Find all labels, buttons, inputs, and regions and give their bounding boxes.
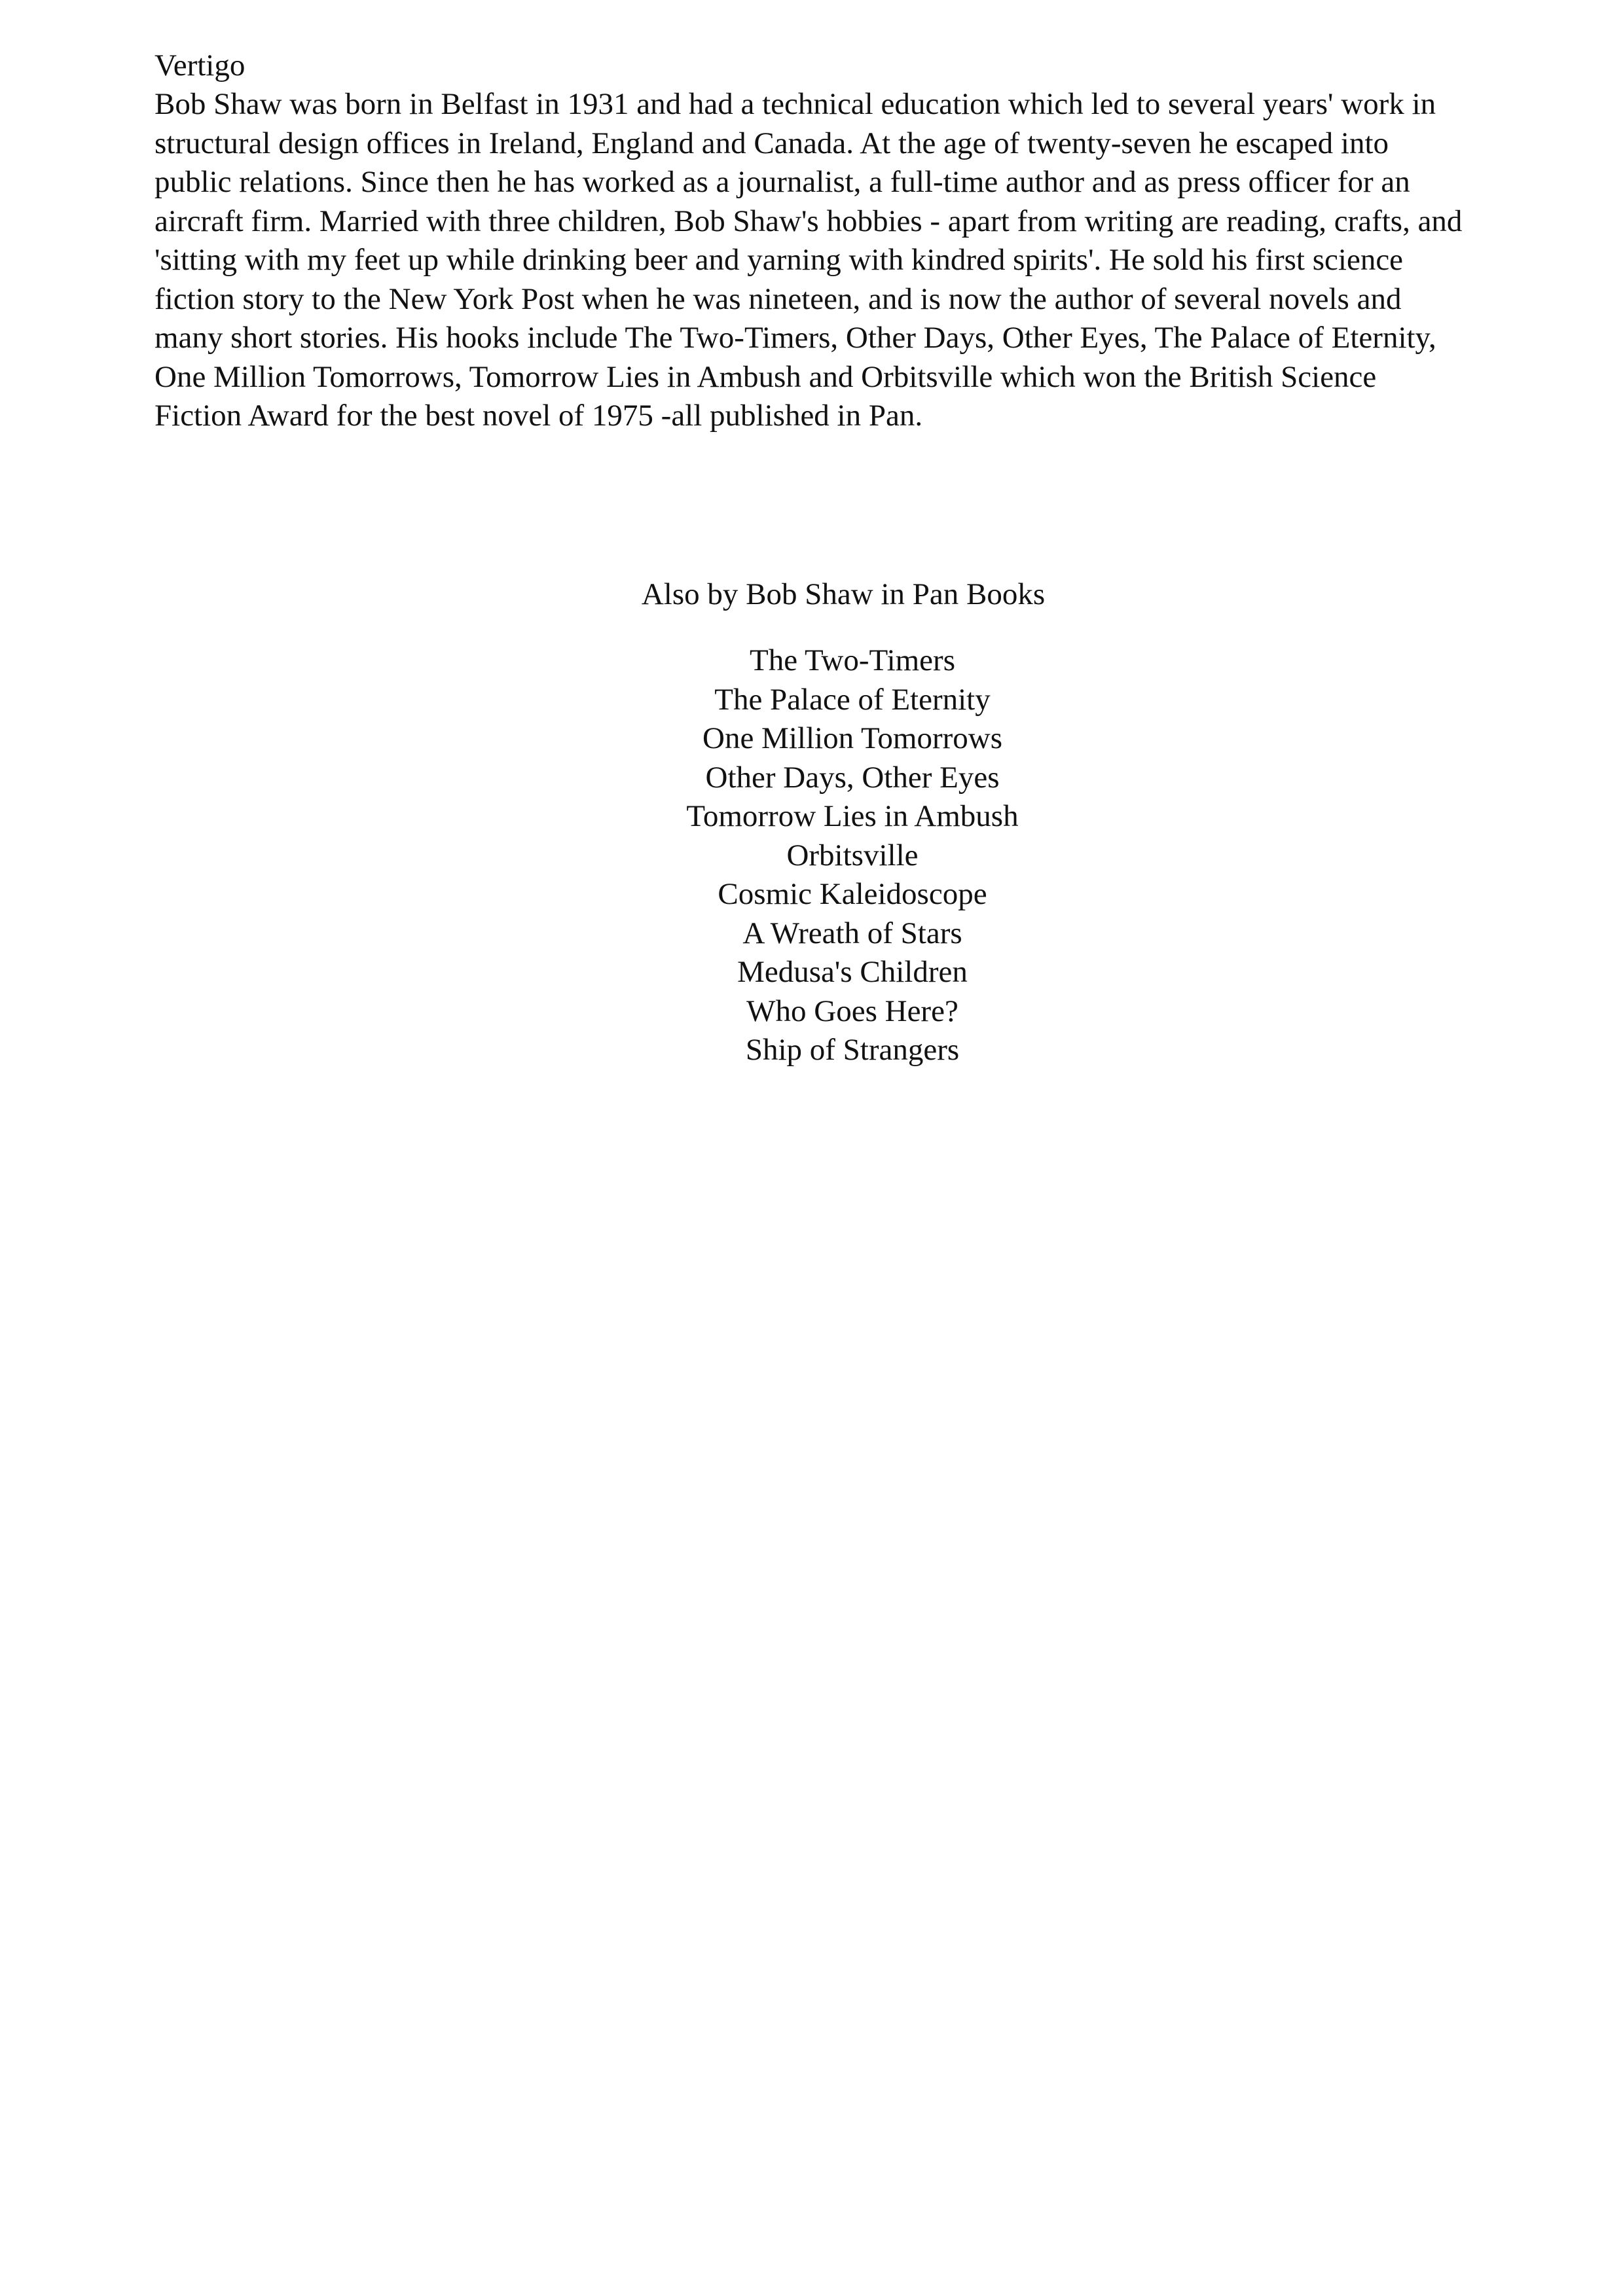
book-list-item: The Two-Timers — [750, 643, 955, 677]
book-list-item: Other Days, Other Eyes — [705, 760, 1000, 795]
also-by-heading: Also by Bob Shaw in Pan Books — [641, 577, 1046, 611]
book-list-item: Orbitsville — [786, 838, 919, 872]
book-list — [0, 641, 1623, 1070]
book-list-item: Cosmic Kaleidoscope — [718, 877, 987, 911]
book-list-item: One Million Tomorrows — [702, 721, 1002, 755]
book-list-item: Who Goes Here? — [746, 994, 958, 1028]
book-list-item: Tomorrow Lies in Ambush — [686, 799, 1019, 833]
book-list-item: The Palace of Eternity — [714, 682, 991, 717]
book-list-item: Ship of Strangers — [745, 1033, 960, 1067]
book-list-item: A Wreath of Stars — [742, 916, 962, 950]
book-title: Vertigo — [155, 48, 246, 82]
author-biography: Bob Shaw was born in Belfast in 1931 and had a technical education which led to several years' work in structural design offices in Ireland, England and Canada. At the age of twenty-seven he escaped into public relations. Since then he has worked as a journalist, a full-time author and as press officer for an aircraft firm. Married with three children, Bob Shaw's hobbies - apart from writing are reading, crafts, and 'sitting with my feet up while drinking beer and yarning with kindred spirits'. He sold his first science fiction story to the New York Post when he was nineteen, and is now the author of several novels and many short stories. His hooks include The Two-Timers, Other Days, Other Eyes, The Palace of Eternity, One Million Tomorrows, Tomorrow Lies in Ambush and Orbitsville which won the British Science Fiction Award for the best novel of 1975 -all published in Pan. — [155, 87, 1463, 433]
book-list-item: Medusa's Children — [737, 955, 968, 989]
